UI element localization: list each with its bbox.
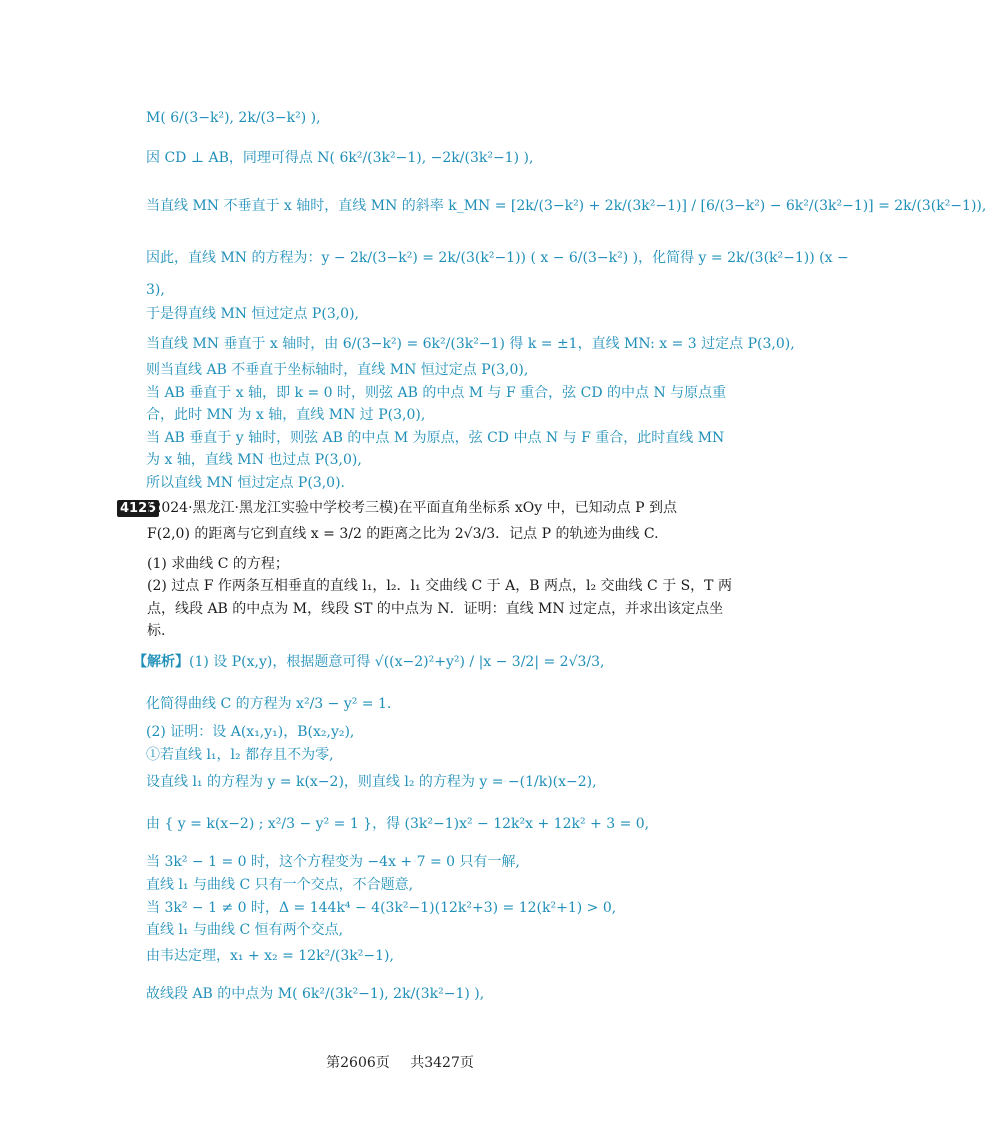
solution-line: ①若直线 l₁，l₂ 都存且不为零,	[146, 747, 334, 763]
solution-line: 由 { y = k(x−2) ; x²/3 − y² = 1 }，得 (3k²−1)x² − 12k²x + 12k² + 3 = 0,	[146, 816, 650, 832]
text-line: 3),	[146, 282, 165, 298]
problem-line: F(2,0) 的距离与它到直线 x = 3/2 的距离之比为 2√3/3．记点 P 的轨迹为曲线 C.	[147, 526, 659, 542]
solution-line: (2) 证明：设 A(x₁,y₁)，B(x₂,y₂),	[146, 724, 355, 740]
text-line: 于是得直线 MN 恒过定点 P(3,0),	[146, 306, 359, 322]
problem-number-badge: 4125	[117, 500, 159, 517]
text-line: M( 6/(3−k²), 2k/(3−k²) ),	[146, 110, 321, 126]
text-line: 当直线 MN 不垂直于 x 轴时，直线 MN 的斜率 k_MN = [2k/(3−k²) + 2k/(3k²−1)] / [6/(3−k²) − 6k²/(3k²−1)] = 2k/(3(k²−1)),	[146, 198, 986, 214]
solution-line: 故线段 AB 的中点为 M( 6k²/(3k²−1), 2k/(3k²−1) ),	[146, 986, 485, 1002]
solution-line: 由韦达定理，x₁ + x₂ = 12k²/(3k²−1),	[146, 948, 394, 964]
text-line: 为 x 轴，直线 MN 也过点 P(3,0),	[146, 452, 362, 468]
problem-line: (1) 求曲线 C 的方程；	[147, 556, 289, 572]
text-line: 合，此时 MN 为 x 轴，直线 MN 过 P(3,0),	[146, 407, 426, 423]
solution-line: 当 3k² − 1 ≠ 0 时，Δ = 144k⁴ − 4(3k²−1)(12k²+3) = 12(k²+1) > 0,	[146, 900, 617, 916]
text-line: 当 AB 垂直于 x 轴，即 k = 0 时，则弦 AB 的中点 M 与 F 重合，弦 CD 的中点 N 与原点重	[146, 385, 727, 401]
solution-line: 当 3k² − 1 = 0 时，这个方程变为 −4x + 7 = 0 只有一解,	[146, 854, 520, 870]
solution-line: 设直线 l₁ 的方程为 y = k(x−2)，则直线 l₂ 的方程为 y = −(1/k)(x−2),	[146, 774, 597, 790]
page-number: 第2606页	[326, 1055, 390, 1071]
problem-line: 点，线段 AB 的中点为 M，线段 ST 的中点为 N．证明：直线 MN 过定点，并求出该定点坐	[147, 601, 724, 617]
problem-line: (2) 过点 F 作两条互相垂直的直线 l₁，l₂．l₁ 交曲线 C 于 A，B 两点，l₂ 交曲线 C 于 S，T 两	[147, 578, 732, 594]
text-line: 因此，直线 MN 的方程为：y − 2k/(3−k²) = 2k/(3(k²−1)) ( x − 6/(3−k²) )，化简得 y = 2k/(3(k²−1)) (x −	[146, 250, 849, 266]
solution-label: 【解析】	[133, 654, 189, 670]
solution-first-line	[133, 652, 605, 672]
problem-line: 标.	[147, 623, 166, 639]
text-line: 当直线 MN 垂直于 x 轴时，由 6/(3−k²) = 6k²/(3k²−1) 得 k = ±1，直线 MN: x = 3 过定点 P(3,0),	[146, 336, 795, 352]
total-pages: 共3427页	[410, 1055, 474, 1071]
text-line: 则当直线 AB 不垂直于坐标轴时，直线 MN 恒过定点 P(3,0),	[146, 362, 529, 378]
text-line: 因 CD ⊥ AB，同理可得点 N( 6k²/(3k²−1), −2k/(3k²−1) ),	[146, 150, 534, 166]
solution-line: 直线 l₁ 与曲线 C 恒有两个交点,	[146, 922, 344, 938]
text-line: 当 AB 垂直于 y 轴时，则弦 AB 的中点 M 为原点，弦 CD 中点 N 与 F 重合，此时直线 MN	[146, 430, 725, 446]
text-line: 所以直线 MN 恒过定点 P(3,0).	[146, 475, 345, 491]
solution-text: (1) 设 P(x,y)，根据题意可得 √((x−2)²+y²) / |x − 3/2| = 2√3/3,	[189, 654, 605, 670]
solution-line: 化简得曲线 C 的方程为 x²/3 − y² = 1.	[146, 696, 392, 712]
solution-line: 直线 l₁ 与曲线 C 只有一个交点，不合题意,	[146, 877, 414, 893]
page-footer	[0, 1052, 800, 1072]
problem-line: (2024·黑龙江·黑龙江实验中学校考三模)在平面直角坐标系 xOy 中，已知动点 P 到点	[147, 500, 677, 516]
